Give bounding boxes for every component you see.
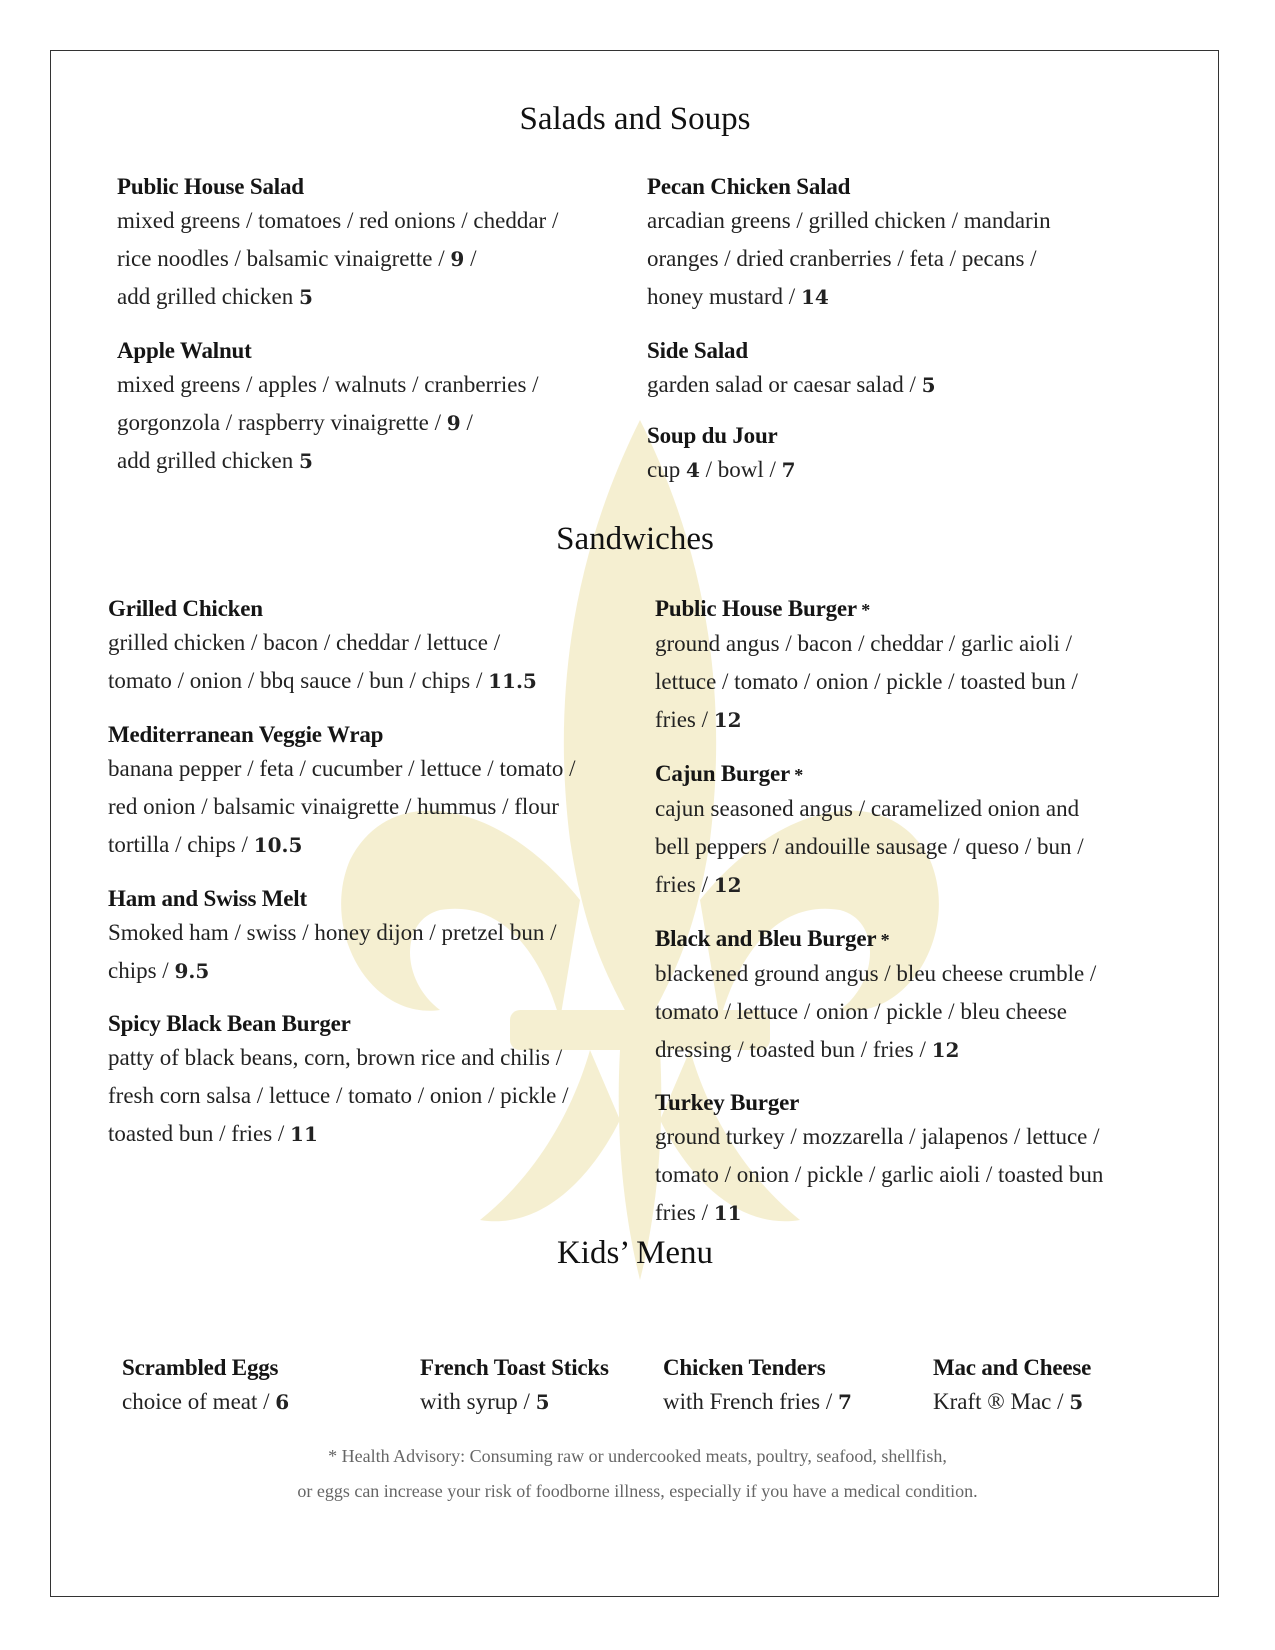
price: 9 xyxy=(450,247,465,271)
item-description xyxy=(108,1039,638,1153)
price: 5 xyxy=(1069,1390,1084,1414)
price: 12 xyxy=(713,708,742,732)
asterisk-marker: * xyxy=(876,930,890,950)
description-line: bell peppers / andouille sausage / queso / bun / xyxy=(655,834,1084,859)
menu-item-side-salad xyxy=(647,336,1147,404)
price: 6 xyxy=(275,1390,290,1414)
item-description: choice of meat / 6 xyxy=(122,1389,290,1414)
description-line: garden salad or caesar salad / 5 xyxy=(647,372,936,397)
menu-item-mac-and-cheese xyxy=(933,1353,1193,1421)
price: 12 xyxy=(931,1038,960,1062)
description-line: toasted bun / fries / 11 xyxy=(108,1121,318,1146)
description-line: gorgonzola / raspberry vinaigrette / 9 / xyxy=(117,410,473,435)
price: 9 xyxy=(446,411,461,435)
price: 5 xyxy=(299,285,313,309)
item-name: Soup du Jour xyxy=(647,423,778,448)
price: 9.5 xyxy=(174,959,210,983)
item-name: Mediterranean Veggie Wrap xyxy=(108,722,384,747)
description-line: tortilla / chips / 10.5 xyxy=(108,832,303,857)
price: 11 xyxy=(290,1122,318,1146)
advisory-line: * Health Advisory: Consuming raw or undercooked meats, poultry, seafood, shellfish, xyxy=(328,1446,947,1466)
item-description xyxy=(655,790,1175,904)
description-line: fresh corn salsa / lettuce / tomato / onion / pickle / xyxy=(108,1083,569,1108)
menu-item-mediterranean-veggie-wrap xyxy=(108,720,638,864)
item-name: Ham and Swiss Melt xyxy=(108,886,307,911)
description-line: honey mustard / 14 xyxy=(647,284,829,309)
menu-item-black-bleu-burger xyxy=(655,924,1175,1069)
section-title-salads: Salads and Soups xyxy=(519,101,751,137)
price: 11 xyxy=(713,1201,742,1225)
menu-item-public-house-salad xyxy=(117,172,617,316)
description-line: grilled chicken / bacon / cheddar / lettuce / xyxy=(108,630,501,655)
section-title-sandwiches: Sandwiches xyxy=(556,521,714,557)
price: 14 xyxy=(800,285,829,309)
item-description xyxy=(117,202,617,316)
description-line: patty of black beans, corn, brown rice and chilis / xyxy=(108,1045,563,1070)
description-line: ground angus / bacon / cheddar / garlic aioli / xyxy=(655,631,1073,656)
description-line: arcadian greens / grilled chicken / mandarin xyxy=(647,208,1051,233)
item-name: Apple Walnut xyxy=(117,338,252,363)
description-line: tomato / lettuce / onion / pickle / bleu cheese xyxy=(655,999,1067,1024)
item-description xyxy=(108,750,638,864)
price: 5 xyxy=(299,449,313,473)
description-line: fries / 11 xyxy=(655,1200,742,1225)
asterisk-marker: * xyxy=(856,600,871,620)
description-line: fries / 12 xyxy=(655,872,742,897)
price: 7 xyxy=(781,458,796,482)
menu-item-scrambled-eggs xyxy=(122,1353,402,1421)
menu-item-spicy-black-bean-burger xyxy=(108,1009,638,1153)
item-description: with syrup / 5 xyxy=(420,1389,550,1414)
item-name: Black and Bleu Burger * xyxy=(655,926,890,951)
asterisk-marker: * xyxy=(789,765,804,785)
description-line: cup 4 / bowl / 7 xyxy=(647,457,796,482)
price: 4 xyxy=(685,458,700,482)
price: 10.5 xyxy=(253,833,303,857)
menu-item-soup-du-jour xyxy=(647,421,1147,489)
item-description xyxy=(117,366,617,480)
menu-item-public-house-burger xyxy=(655,594,1175,739)
item-description: Kraft ® Mac / 5 xyxy=(933,1389,1084,1414)
item-description xyxy=(108,624,638,700)
description-line: mixed greens / apples / walnuts / cranberries / xyxy=(117,372,539,397)
price: 5 xyxy=(535,1390,550,1414)
description-line: fries / 12 xyxy=(655,707,742,732)
item-description xyxy=(655,1118,1175,1232)
item-name: Spicy Black Bean Burger xyxy=(108,1011,351,1036)
description-line: chips / 9.5 xyxy=(108,958,210,983)
item-description xyxy=(647,451,1147,489)
price: 7 xyxy=(838,1390,852,1414)
item-name: Public House Salad xyxy=(117,174,304,199)
item-name: Mac and Cheese xyxy=(933,1355,1092,1380)
description-line: lettuce / tomato / onion / pickle / toasted bun / xyxy=(655,669,1078,694)
item-description xyxy=(655,955,1175,1069)
description-line: add grilled chicken 5 xyxy=(117,284,313,309)
item-name: Turkey Burger xyxy=(655,1090,800,1115)
item-name: Pecan Chicken Salad xyxy=(647,174,851,199)
menu-item-ham-swiss-melt xyxy=(108,884,638,990)
menu-item-chicken-tenders xyxy=(663,1353,933,1421)
description-line: blackened ground angus / bleu cheese crumble / xyxy=(655,961,1097,986)
menu-item-cajun-burger xyxy=(655,759,1175,904)
item-name: Public House Burger * xyxy=(655,596,871,621)
item-name: Side Salad xyxy=(647,338,748,363)
price: 11.5 xyxy=(488,669,537,693)
description-line: dressing / toasted bun / fries / 12 xyxy=(655,1037,960,1062)
menu-item-grilled-chicken xyxy=(108,594,638,700)
description-line: red onion / balsamic vinaigrette / hummus / flour xyxy=(108,794,559,819)
description-line: oranges / dried cranberries / feta / pecans / xyxy=(647,246,1037,271)
description-line: tomato / onion / pickle / garlic aioli / toasted bun xyxy=(655,1162,1104,1187)
menu-item-turkey-burger xyxy=(655,1088,1175,1232)
item-description: with French fries / 7 xyxy=(663,1389,852,1414)
item-description xyxy=(655,625,1175,739)
description-line: banana pepper / feta / cucumber / lettuce / tomato / xyxy=(108,756,576,781)
item-name: Cajun Burger * xyxy=(655,761,804,786)
menu-item-french-toast-sticks xyxy=(420,1353,660,1421)
item-description xyxy=(108,914,638,990)
item-description xyxy=(647,202,1147,316)
description-line: Smoked ham / swiss / honey dijon / pretzel bun / xyxy=(108,920,557,945)
menu-item-apple-walnut xyxy=(117,336,617,480)
item-description xyxy=(647,366,1147,404)
price: 5 xyxy=(921,373,936,397)
advisory-line: or eggs can increase your risk of foodborne illness, especially if you have a medical condition. xyxy=(297,1481,978,1501)
price: 12 xyxy=(713,873,742,897)
item-name: Chicken Tenders xyxy=(663,1355,826,1380)
health-advisory xyxy=(50,1439,1225,1509)
item-name: Grilled Chicken xyxy=(108,596,263,621)
description-line: cajun seasoned angus / caramelized onion and xyxy=(655,796,1080,821)
section-title-kids: Kids’ Menu xyxy=(556,1235,714,1271)
description-line: rice noodles / balsamic vinaigrette / 9 / xyxy=(117,246,477,271)
description-line: mixed greens / tomatoes / red onions / cheddar / xyxy=(117,208,559,233)
description-line: ground turkey / mozzarella / jalapenos / lettuce / xyxy=(655,1124,1100,1149)
description-line: add grilled chicken 5 xyxy=(117,448,313,473)
item-name: French Toast Sticks xyxy=(420,1355,609,1380)
description-line: tomato / onion / bbq sauce / bun / chips / 11.5 xyxy=(108,668,537,693)
menu-item-pecan-chicken-salad xyxy=(647,172,1147,316)
item-name: Scrambled Eggs xyxy=(122,1355,279,1380)
